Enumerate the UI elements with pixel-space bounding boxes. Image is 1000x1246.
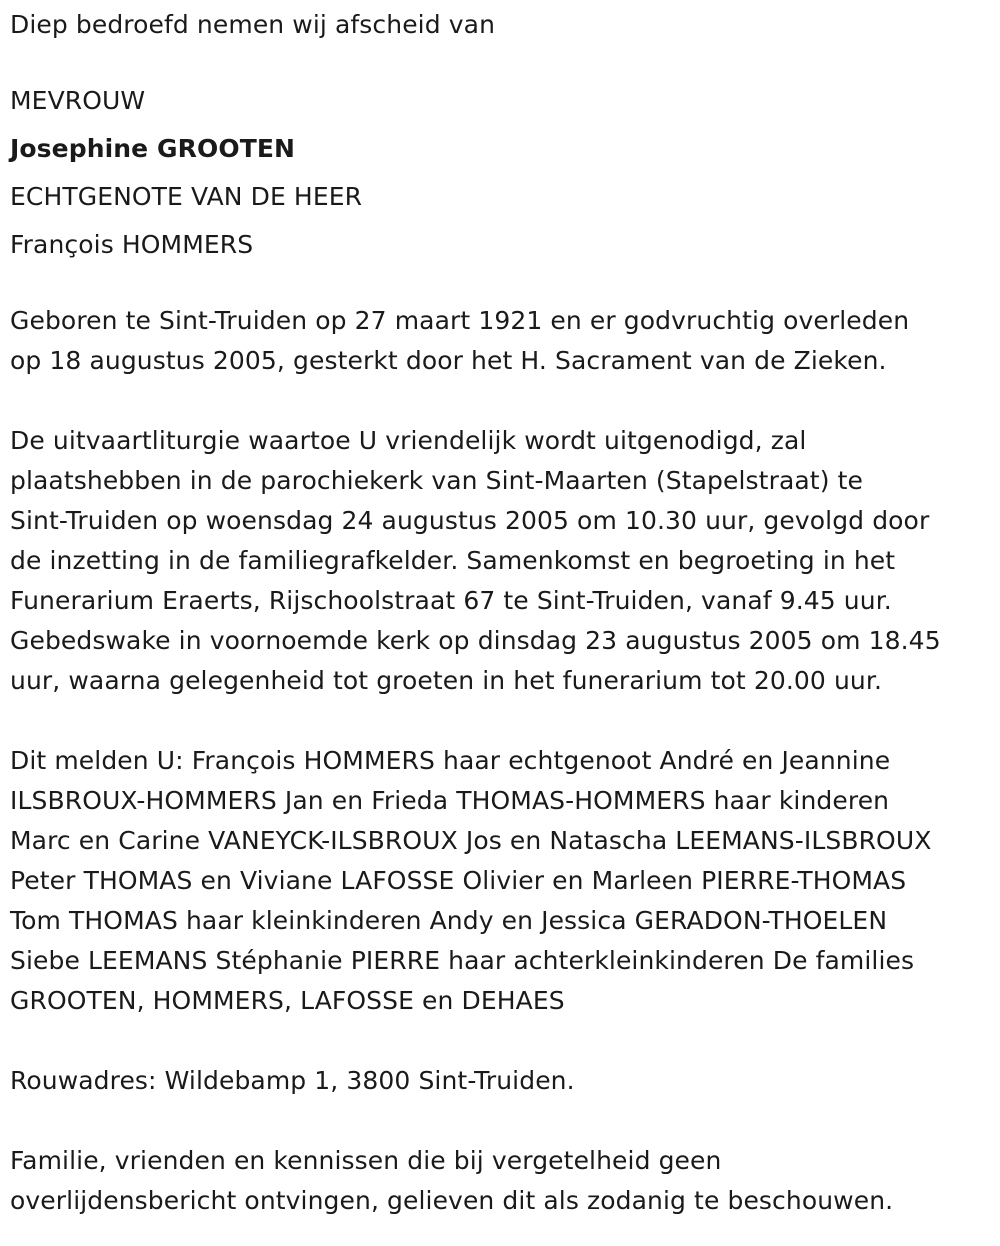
paragraph-line: overlijdensbericht ontvingen, gelieven dit als zodanig te beschouwen.: [10, 1186, 894, 1215]
obituary-document: [10, 5, 990, 1221]
paragraph-line: De uitvaartliturgie waartoe U vriendelijk wordt uitgenodigd, zal: [10, 426, 807, 455]
paragraph-line: ILSBROUX-HOMMERS Jan en Frieda THOMAS-HOMMERS haar kinderen: [10, 786, 890, 815]
deceased-name: Josephine GROOTEN: [10, 134, 296, 163]
paragraph-line: plaatshebben in de parochiekerk van Sint-Maarten (Stapelstraat) te: [10, 466, 863, 495]
paragraph-line: Sint-Truiden op woensdag 24 augustus 2005 om 10.30 uur, gevolgd door: [10, 506, 930, 535]
closing-paragraph: [10, 1141, 990, 1221]
paragraph-line: Tom THOMAS haar kleinkinderen Andy en Jessica GERADON-THOELEN: [10, 906, 888, 935]
funeral-paragraph: [10, 421, 990, 701]
paragraph-line: GROOTEN, HOMMERS, LAFOSSE en DEHAES: [10, 986, 565, 1015]
deceased-relation: ECHTGENOTE VAN DE HEER: [10, 182, 363, 211]
paragraph-line: op 18 augustus 2005, gesterkt door het H. Sacrament van de Zieken.: [10, 346, 887, 375]
intro-line: Diep bedroefd nemen wij afscheid van: [10, 10, 496, 39]
spacer: [10, 45, 990, 77]
spouse-name: François HOMMERS: [10, 230, 254, 259]
paragraph-line: Geboren te Sint-Truiden op 27 maart 1921 en er godvruchtig overleden: [10, 306, 910, 335]
spacer: [10, 269, 990, 301]
spacer: [10, 1021, 990, 1061]
spacer: [10, 701, 990, 741]
deceased-block: [10, 77, 990, 269]
paragraph-line: uur, waarna gelegenheid tot groeten in het funerarium tot 20.00 uur.: [10, 666, 882, 695]
paragraph-line: Siebe LEEMANS Stéphanie PIERRE haar achterkleinkinderen De families: [10, 946, 915, 975]
paragraph-line: Marc en Carine VANEYCK-ILSBROUX Jos en Natascha LEEMANS-ILSBROUX: [10, 826, 932, 855]
paragraph-line: de inzetting in de familiegrafkelder. Samenkomst en begroeting in het: [10, 546, 896, 575]
spacer: [10, 381, 990, 421]
deceased-title: MEVROUW: [10, 86, 146, 115]
family-paragraph: [10, 741, 990, 1021]
birth-death-paragraph: [10, 301, 990, 381]
paragraph-line: Funerarium Eraerts, Rijschoolstraat 67 te Sint-Truiden, vanaf 9.45 uur.: [10, 586, 892, 615]
paragraph-line: Dit melden U: François HOMMERS haar echtgenoot André en Jeannine: [10, 746, 891, 775]
paragraph-line: Peter THOMAS en Viviane LAFOSSE Olivier en Marleen PIERRE-THOMAS: [10, 866, 907, 895]
paragraph-line: Gebedswake in voornoemde kerk op dinsdag 23 augustus 2005 om 18.45: [10, 626, 941, 655]
spacer: [10, 1101, 990, 1141]
mourning-address: Rouwadres: Wildebamp 1, 3800 Sint-Truiden.: [10, 1066, 575, 1095]
paragraph-line: Familie, vrienden en kennissen die bij vergetelheid geen: [10, 1146, 722, 1175]
